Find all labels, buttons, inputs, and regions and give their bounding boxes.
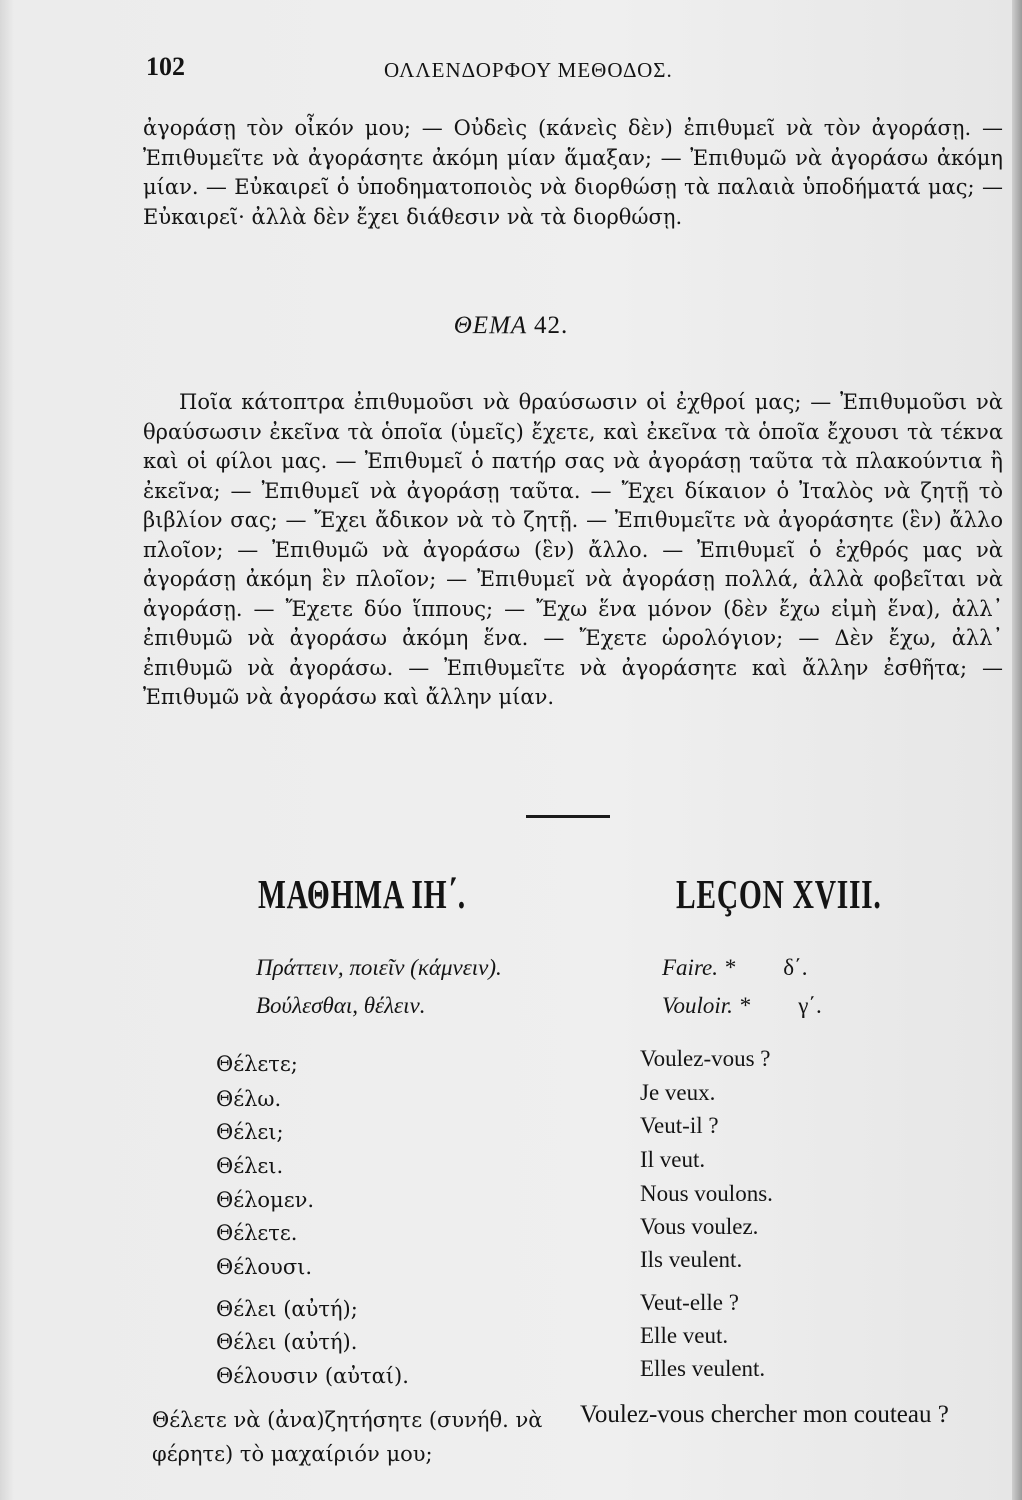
conjugation-greek: Θέλω. — [216, 1087, 282, 1111]
page-number: 102 — [146, 52, 185, 81]
page-header — [146, 52, 776, 92]
conjugation-greek: Θέλει; — [216, 1120, 284, 1144]
vocab-french-word: Vouloir. * — [662, 993, 751, 1018]
vocab-french-word: Faire. * — [662, 955, 736, 980]
vocab-greek-2: Βούλεσθαι, θέλειν. — [256, 993, 426, 1018]
conjugation-greek: Θέλουσιν (αὐταί). — [216, 1364, 409, 1388]
final-sentence-french: Voulez-vous chercher mon couteau ? — [580, 1401, 949, 1428]
conjugation-french: Nous voulons. — [640, 1181, 773, 1206]
conjugation-french: Veut-elle ? — [640, 1290, 739, 1315]
conjugation-greek: Θέλει (αὐτή); — [216, 1297, 358, 1321]
conjugation-greek: Θέλετε; — [216, 1052, 298, 1076]
conjugation-greek: Θέλομεν. — [216, 1188, 315, 1212]
conjugation-greek: Θέλει (αὐτή). — [216, 1330, 358, 1354]
section-divider — [526, 815, 610, 818]
lesson-title-greek: ΜΑΘΗΜΑ ΙΗ΄. — [258, 871, 466, 917]
conjugation-french: Veut-il ? — [640, 1113, 719, 1138]
verb-class: γ΄. — [798, 993, 822, 1018]
vocab-greek-1: Πράττειν, ποιεῖν (κάμνειν). — [256, 955, 502, 980]
running-title: ΟΛΛΕΝΔΟΡΦΟΥ ΜΕΘΟΔΟΣ. — [384, 58, 673, 82]
conjugation-french: Je veux. — [640, 1080, 716, 1105]
conjugation-french: Ils veulent. — [640, 1247, 743, 1272]
conjugation-french: Voulez-vous ? — [640, 1046, 771, 1071]
conjugation-french: Il veut. — [640, 1147, 706, 1172]
conjugation-french: Elles veulent. — [640, 1356, 766, 1381]
theme-label: ΘΕΜΑ — [453, 312, 527, 339]
conjugation-greek: Θέλουσι. — [216, 1255, 313, 1279]
theme-exercise-paragraph: Ποῖα κάτοπτρα ἐπιθυμοῦσι νὰ θραύσωσιν οἱ ἐχθροί μας; — Ἐπιθυμοῦσι νὰ θραύσωσιν ἐκεῖνα τὰ ὁποῖα (ὑμεῖς) ἔχετε, καὶ ἐκεῖνα τὰ ὁποῖα ἔχουσι τὰ τέκνα καὶ οἱ φίλοι μας. — Ἐπιθυμεῖ ὁ πατήρ σας νὰ ἀγοράσῃ ταῦτα τὰ πλακούντια ἢ ἐκεῖνα; — Ἐπιθυμεῖ νὰ ἀγοράσῃ ταῦτα. — Ἔχει δίκαιον ὁ Ἰταλὸς νὰ ζητῇ τὸ βιβλίον σας; — Ἔχει ἄδικον νὰ τὸ ζητῇ. — Ἐπιθυμεῖτε νὰ ἀγοράσητε (ἓν) ἄλλο πλοῖον; — Ἐπιθυμῶ νὰ ἀγοράσω (ἓν) ἄλλο. — Ἐπιθυμεῖ ὁ ἐχθρός μας νὰ ἀγοράσῃ ἀκόμη ἓν πλοῖον; — Ἐπιθυμεῖ νὰ ἀγοράσῃ πολλά, ἀλλὰ φοβεῖται νὰ ἀγοράσῃ. — Ἔχετε δύο ἵππους; — Ἔχω ἕνα μόνον (δὲν ἔχω εἰμὴ ἕνα), ἀλλ᾽ ἐπιθυμῶ νὰ ἀγοράσω ἀκόμη ἕνα. — Ἔχετε ὡρολόγιον; — Δὲν ἔχω, ἀλλ᾽ ἐπιθυμῶ νὰ ἀγοράσω. — Ἐπιθυμεῖτε νὰ ἀγοράσητε καὶ ἄλλην ἐσθῆτα; — Ἐπιθυμῶ νὰ ἀγοράσω καὶ ἄλλην μίαν. — [143, 390, 1003, 709]
conjugation-greek: Θέλει. — [216, 1154, 284, 1178]
page-edge — [1012, 0, 1022, 1500]
conjugation-french: Elle veut. — [640, 1323, 729, 1348]
vocab-french-1 — [662, 955, 808, 981]
exercise-paragraph-top: ἀγοράσῃ τὸν οἶκόν μου; — Οὐδεὶς (κάνεὶς δὲν) ἐπιθυμεῖ νὰ τὸν ἀγοράσῃ. — Ἐπιθυμεῖτε νὰ ἀγοράσητε ἀκόμη μίαν ἅμαξαν; — Ἐπιθυμῶ νὰ ἀγοράσω ἀκόμη μίαν. — Εὐκαιρεῖ ὁ ὑποδηματοποιὸς νὰ διορθώσῃ τὰ παλαιὰ ὑποδήματά μας; — Εὐκαιρεῖ· ἀλλὰ δὲν ἔχει διάθεσιν νὰ τὰ διορθώσῃ. — [143, 116, 1003, 229]
final-sentence-greek: Θέλετε νὰ (ἀνα)ζητήσητε (συνήθ. νὰ φέρητε) τὸ μαχαίριόν μου; — [152, 1408, 543, 1466]
verb-class: δ΄. — [783, 955, 808, 980]
theme-heading — [0, 312, 1022, 340]
theme-number: 42. — [533, 312, 569, 339]
conjugation-french: Vous voulez. — [640, 1214, 759, 1239]
vocab-french-2 — [662, 993, 822, 1019]
lesson-title-french: LEÇON XVIII. — [676, 871, 882, 917]
conjugation-greek: Θέλετε. — [216, 1221, 298, 1245]
